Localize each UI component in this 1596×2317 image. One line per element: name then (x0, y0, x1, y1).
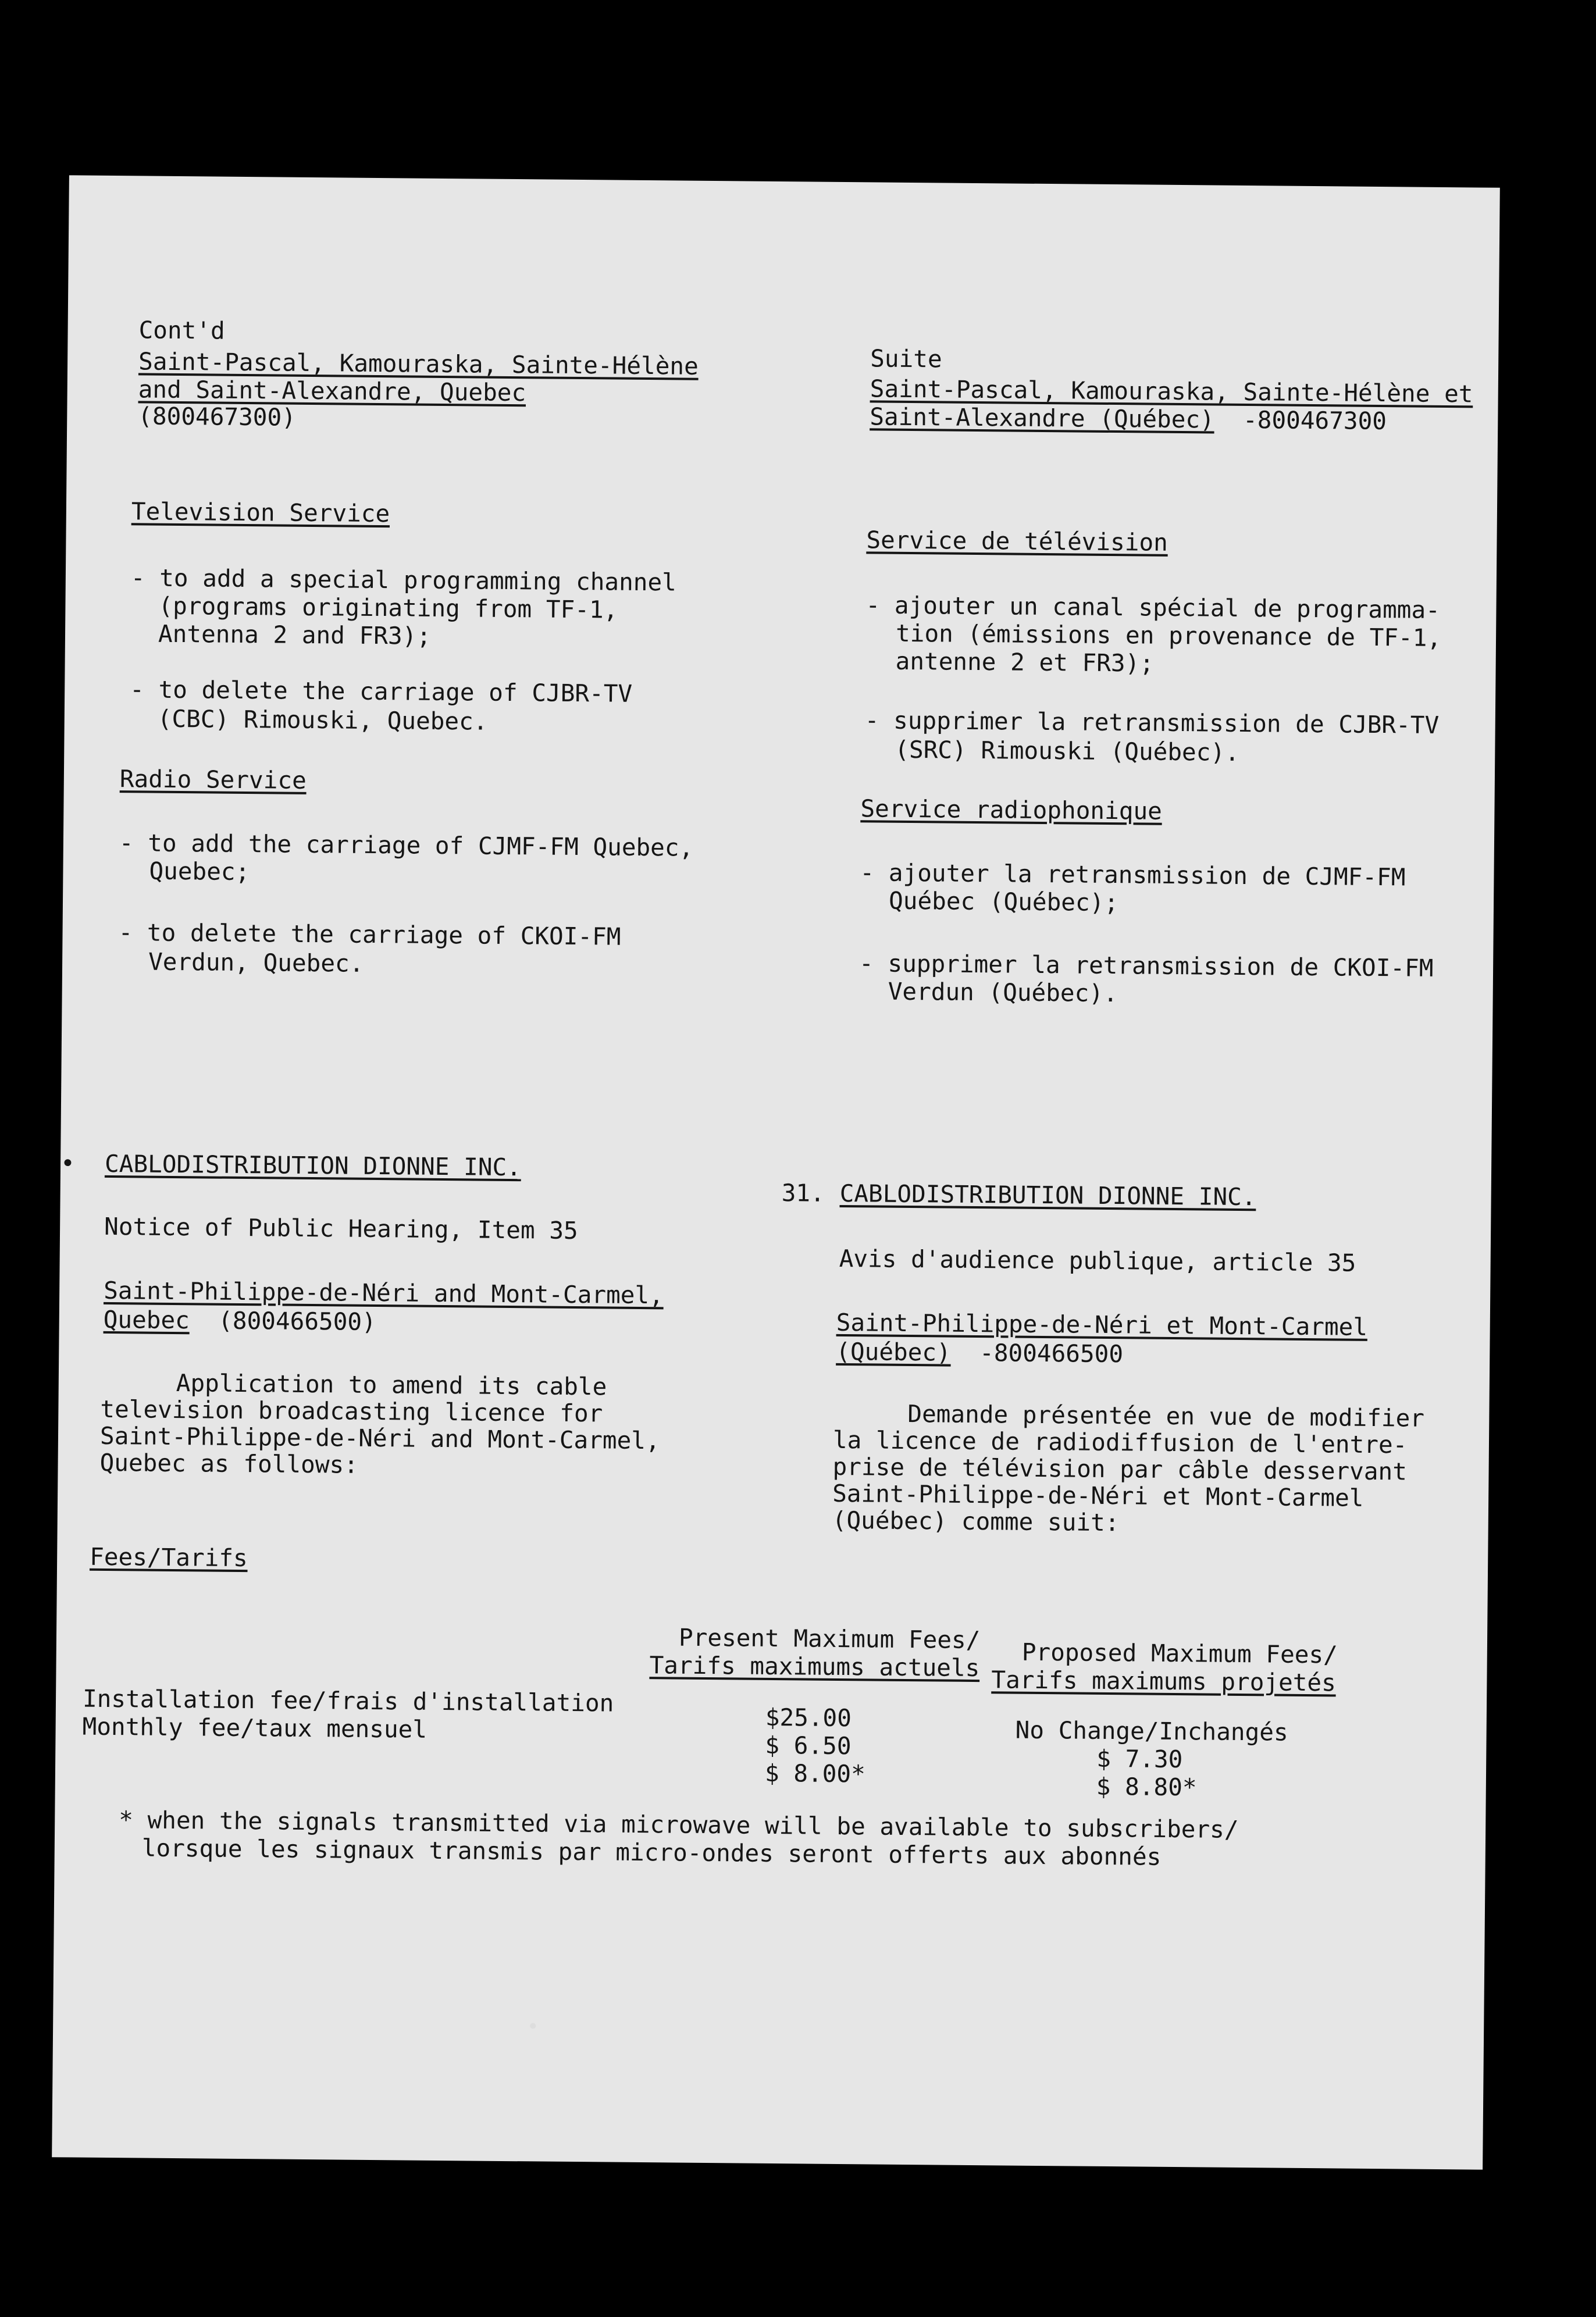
application-fr-line4: Saint-Philippe-de-Néri et Mont-Carmel (832, 1479, 1364, 1512)
document-page (52, 175, 1500, 2169)
tv-service-heading-fr: Service de télévision (866, 526, 1168, 557)
location-heading-en-line1: Saint-Pascal, Kamouraska, Sainte-Hélène (138, 347, 699, 380)
application-en-line4: Quebec as follows: (99, 1448, 359, 1479)
tv-item1-en-line3: Antenna 2 and FR3); (158, 619, 432, 650)
radio-service-heading-en: Radio Service (119, 765, 307, 794)
application-fr-line2: la licence de radiodiffusion de l'entre- (832, 1425, 1408, 1459)
location2-en-line1: Saint-Philippe-de-Néri and Mont-Carmel, (103, 1276, 664, 1310)
location-heading-fr-line2-row (870, 403, 1387, 435)
tv-item1-fr-line3: antenne 2 et FR3); (895, 647, 1155, 678)
location2-code-fr: -800466500 (979, 1339, 1124, 1368)
radio-item1-fr-line2: Québec (Québec); (888, 886, 1119, 917)
location-heading-en-line2: and Saint-Alexandre, Quebec (138, 375, 526, 407)
monthly-fee-label: Monthly fee/taux mensuel (82, 1712, 428, 1744)
location-heading-fr-line2: Saint-Alexandre (Québec) (870, 402, 1214, 434)
location-code-fr: -800467300 (1242, 405, 1387, 436)
footnote-line2: lorsque les signaux transmis par micro-ondes seront offerts aux abonnés (141, 1834, 1162, 1871)
notice-en: Notice of Public Hearing, Item 35 (104, 1212, 578, 1245)
item-number-en: • (60, 1149, 75, 1178)
proposed-fee-monthly-microwave: $ 8.80* (1096, 1772, 1197, 1802)
company-name-fr: CABLODISTRIBUTION DIONNE INC. (839, 1179, 1256, 1211)
tv-item1-en-line1: - to add a special programming channel (130, 564, 677, 597)
radio-item2-fr-line2: Verdun (Québec). (888, 977, 1118, 1008)
notice-fr: Avis d'audience publique, article 35 (839, 1244, 1356, 1277)
tv-item2-en-line2: (CBC) Rimouski, Quebec. (157, 704, 488, 736)
tv-item1-fr-line2: tion (émissions en provenance de TF-1, (895, 619, 1442, 652)
radio-item2-en-line1: - to delete the carriage of CKOI-FM (118, 918, 621, 951)
suite-label: Suite (870, 344, 942, 373)
location-code-en: (800467300) (138, 402, 297, 432)
radio-item1-en-line2: Quebec; (149, 857, 250, 886)
present-fees-header-line2: Tarifs maximums actuels (649, 1651, 980, 1683)
present-fee-monthly-microwave: $ 8.00* (764, 1759, 865, 1788)
company-name-en: CABLODISTRIBUTION DIONNE INC. (104, 1149, 522, 1182)
location2-code-en: (800466500) (218, 1306, 376, 1336)
tv-item2-fr-line2: (SRC) Rimouski (Québec). (895, 735, 1239, 767)
film-speck (530, 2023, 536, 2029)
present-fee-monthly: $ 6.50 (765, 1731, 852, 1760)
radio-item1-en-line1: - to add the carriage of CJMF-FM Quebec, (119, 829, 694, 862)
location2-en-line2-row (104, 1306, 376, 1336)
application-en-line2: television broadcasting licence for (100, 1395, 603, 1428)
item-number-fr: 31. (781, 1179, 825, 1207)
application-fr-line1: Demande présentée en vue de modifier (907, 1399, 1425, 1432)
application-en-line3: Saint-Philippe-de-Néri and Mont-Carmel, (99, 1421, 660, 1455)
tv-item1-en-line2: (programs originating from TF-1, (158, 591, 618, 624)
radio-service-heading-fr: Service radiophonique (860, 794, 1163, 825)
proposed-fees-header-line1: Proposed Maximum Fees/ (1021, 1638, 1338, 1669)
application-en-line1: Application to amend its cable (176, 1369, 607, 1401)
tv-item1-fr-line1: - ajouter un canal spécial de programma- (865, 591, 1441, 624)
location2-fr-line2-row (836, 1338, 1123, 1368)
application-fr-line5: (Québec) comme suit: (832, 1506, 1120, 1537)
application-fr-line3: prise de télévision par câble desservant (832, 1452, 1408, 1486)
present-fee-installation: $25.00 (765, 1703, 852, 1733)
radio-item2-en-line2: Verdun, Quebec. (148, 947, 364, 978)
fees-heading: Fees/Tarifs (89, 1542, 248, 1573)
location2-en-line2: Quebec (103, 1305, 190, 1335)
proposed-fee-monthly: $ 7.30 (1096, 1744, 1183, 1774)
footnote-line1: * when the signals transmitted via microwave will be available to subscribers/ (119, 1806, 1239, 1844)
tv-item2-fr-line1: - supprimer la retransmission de CJBR-TV (864, 706, 1440, 739)
tv-item2-en-line1: - to delete the carriage of CJBR-TV (129, 675, 633, 708)
contd-label: Cont'd (138, 316, 225, 345)
radio-item1-fr-line1: - ajouter la retransmission de CJMF-FM (860, 858, 1406, 892)
location2-fr-line1: Saint-Philippe-de-Néri et Mont-Carmel (836, 1308, 1368, 1341)
radio-item2-fr-line1: - supprimer la retransmission de CKOI-FM (858, 949, 1434, 982)
present-fees-header-line1: Present Maximum Fees/ (678, 1623, 981, 1655)
location-heading-fr-line1: Saint-Pascal, Kamouraska, Sainte-Hélène et (870, 375, 1473, 408)
proposed-fees-header-line2: Tarifs maximums projetés (991, 1666, 1337, 1697)
installation-fee-label: Installation fee/frais d'installation (82, 1684, 614, 1717)
proposed-fee-installation: No Change/Inchangés (1015, 1716, 1288, 1746)
location2-fr-line2: (Québec) (836, 1337, 952, 1367)
tv-service-heading-en: Television Service (131, 497, 390, 528)
